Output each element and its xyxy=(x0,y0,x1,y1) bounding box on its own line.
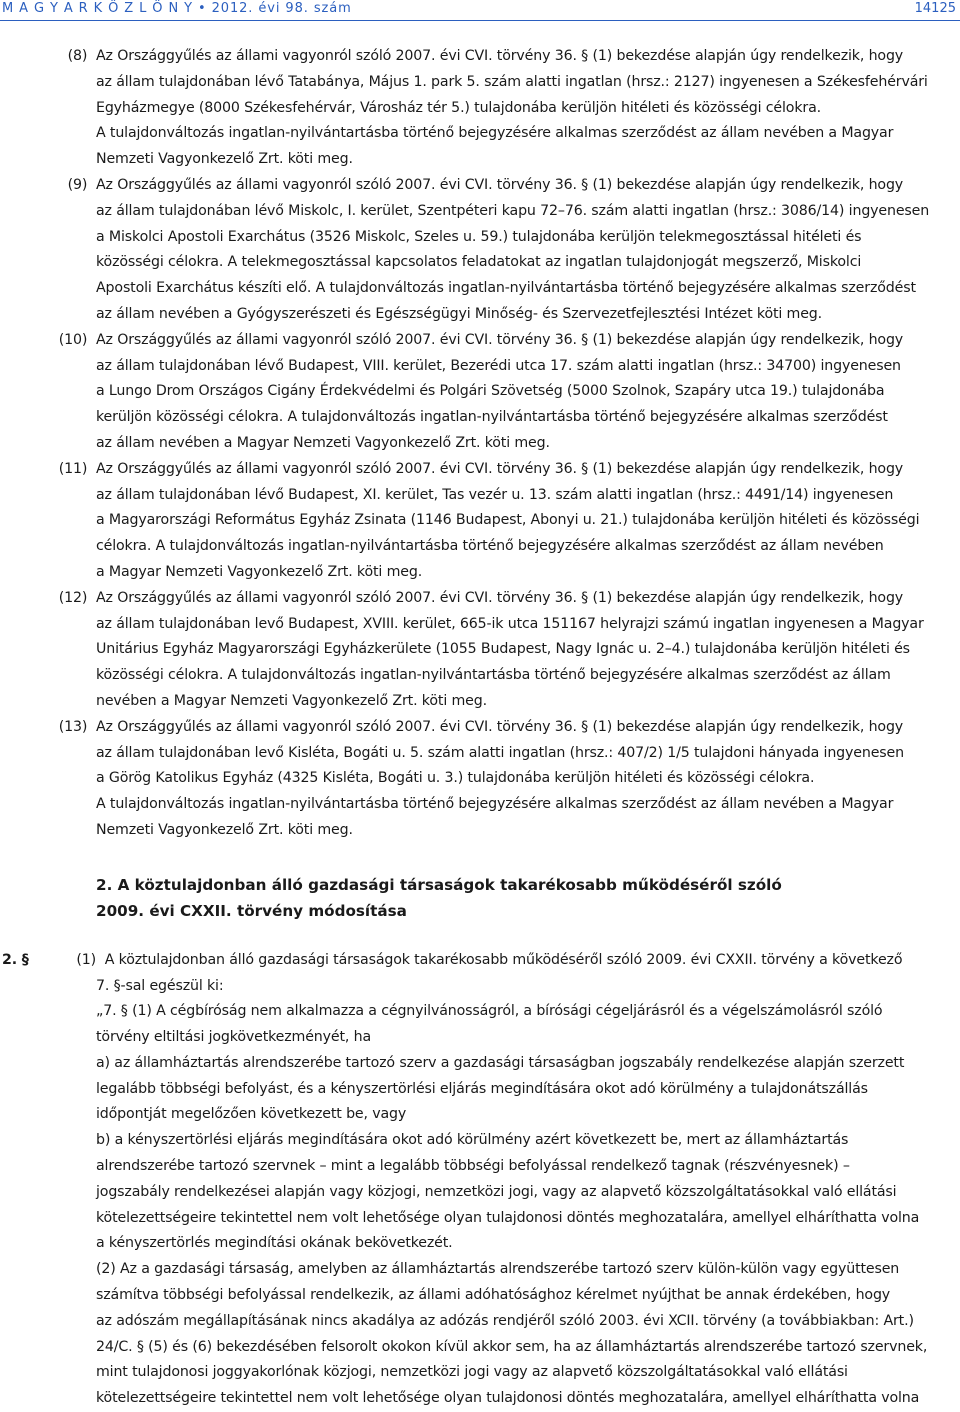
paragraph-line xyxy=(0,173,960,199)
paragraph-text: Az Országgyűlés az állami vagyonról szóló 2007. évi CVI. törvény 36. § (1) bekezdése alapján úgy rendelkezik, hogy xyxy=(96,718,904,735)
paragraph-line: számítva többségi befolyással rendelkezik, az állami adóhatósághoz kérelmet nyújthat be annak érdekében, hogy xyxy=(96,1287,891,1304)
paragraph-number: (10) xyxy=(58,331,88,348)
paragraph-text: Az Országgyűlés az állami vagyonról szóló 2007. évi CVI. törvény 36. § (1) bekezdése alapján úgy rendelkezik, hogy xyxy=(96,331,904,348)
header-rule xyxy=(0,20,960,21)
paragraph-line: az állam tulajdonában lévő Tatabánya, Május 1. park 5. szám alatti ingatlan (hrsz.: 2127) ingyenesen a Székesfehérvári xyxy=(96,73,928,90)
paragraph-line: időpontját megelőzően következett be, vagy xyxy=(96,1106,407,1123)
paragraph-line: 24/C. § (5) és (6) bekezdésében felsorolt okokon kívül akkor sem, ha az államháztartás alrendszerébe tartozó szervnek, xyxy=(96,1338,928,1355)
paragraph-line: a Görög Katolikus Egyház (4325 Kisléta, Bogáti u. 3.) tulajdonába kerüljön hitéleti és közösségi célokra. xyxy=(96,770,815,787)
page-header xyxy=(0,0,960,22)
paragraph-line: Unitárius Egyház Magyarországi Egyházkerülete (1055 Budapest, Nagy Ignác u. 2–4.) tulajdonába kerüljön hitéleti és xyxy=(96,641,910,658)
heading-line: 2. A köztulajdonban álló gazdasági társaságok takarékosabb működéséről szóló xyxy=(96,875,782,894)
paragraph-line: Apostoli Exarchátus készíti elő. A tulajdonváltozás ingatlan-nyilvántartásba történő bejegyzésére alkalmas szerződést xyxy=(96,280,916,297)
paragraph-line: kötelezettségeire tekintettel nem volt lehetősége olyan tulajdonosi döntés meghozatalára, amellyel elháríthatta volna xyxy=(96,1209,920,1226)
document-body xyxy=(0,44,960,1412)
heading-line: 2009. évi CXXII. törvény módosítása xyxy=(96,901,407,920)
paragraph-number: (9) xyxy=(67,176,88,193)
paragraph-line: Nemzeti Vagyonkezelő Zrt. köti meg. xyxy=(96,151,353,168)
paragraph-line: az állam tulajdonában lévő Budapest, VIII. kerület, Bezerédi utca 17. szám alatti ingatlan (hrsz.: 34700) ingyenesen xyxy=(96,357,901,374)
spacer xyxy=(0,844,960,872)
paragraph-11 xyxy=(0,457,960,586)
journal-title xyxy=(2,1,352,16)
paragraph-text: Az Országgyűlés az állami vagyonról szóló 2007. évi CVI. törvény 36. § (1) bekezdése alapján úgy rendelkezik, hogy xyxy=(96,460,904,477)
paragraph-line: b) a kényszertörlési eljárás megindítására okot adó körülmény azért következett be, mert az államháztartás xyxy=(96,1132,849,1149)
paragraph-line: a) az államháztartás alrendszerébe tartozó szerv a gazdasági társaságban jogszabály rendelkezése alapján szerzett xyxy=(96,1054,905,1071)
paragraph-number: (12) xyxy=(58,589,88,606)
paragraph-text: Az Országgyűlés az állami vagyonról szóló 2007. évi CVI. törvény 36. § (1) bekezdése alapján úgy rendelkezik, hogy xyxy=(96,48,904,64)
paragraph-line: alrendszerébe tartozó szervnek – mint a legalább többségi befolyással rendelkező tagnak (részvényesnek) – xyxy=(96,1158,850,1175)
paragraph-line xyxy=(0,44,960,70)
paragraph-number: (13) xyxy=(58,718,88,735)
paragraph-line: legalább többségi befolyást, és a kényszertörlési eljárás megindítására okot adó körülmény a tulajdonátszállás xyxy=(96,1080,868,1097)
paragraph-text: Az Országgyűlés az állami vagyonról szóló 2007. évi CVI. törvény 36. § (1) bekezdése alapján úgy rendelkezik, hogy xyxy=(96,589,904,606)
paragraph-10 xyxy=(0,328,960,457)
paragraph-line: célokra. A tulajdonváltozás ingatlan-nyilvántartásba történő bejegyzésére alkalmas szerződést az állam nevében xyxy=(96,538,884,555)
paragraph-number: (1) xyxy=(76,951,96,968)
journal-name: M A G Y A R K Ö Z L Ö N Y xyxy=(2,1,193,16)
paragraph-text: A köztulajdonban álló gazdasági társaságok takarékosabb működéséről szóló 2009. évi CXXII. törvény a következő xyxy=(104,951,903,968)
paragraph-line: 7. §-sal egészül ki: xyxy=(96,977,224,994)
section-label: 2. § xyxy=(2,951,29,968)
paragraph-text: Az Országgyűlés az állami vagyonról szóló 2007. évi CVI. törvény 36. § (1) bekezdése alapján úgy rendelkezik, hogy xyxy=(96,176,904,193)
paragraph-line: „7. § (1) A cégbíróság nem alkalmazza a cégnyilvánosságról, a bírósági cégeljárásról és a végelszámolásról szóló xyxy=(96,1003,883,1020)
paragraph-line: Egyházmegye (8000 Székesfehérvár, Városház tér 5.) tulajdonába kerüljön hitéleti és közösségi célokra. xyxy=(96,99,821,116)
section-heading xyxy=(0,872,960,924)
paragraph-line: Nemzeti Vagyonkezelő Zrt. köti meg. xyxy=(96,821,353,838)
section-2 xyxy=(0,948,960,1412)
paragraph-8 xyxy=(0,44,960,173)
paragraph-line: az állam nevében a Magyar Nemzeti Vagyonkezelő Zrt. köti meg. xyxy=(96,434,550,451)
paragraph-line: az állam tulajdonában lévő Miskolc, I. kerület, Szentpéteri kapu 72–76. szám alatti ingatlan (hrsz.: 3086/14) ingyenesen xyxy=(96,202,930,219)
paragraph-line: az állam tulajdonában lévő Budapest, XI. kerület, Tas vezér u. 13. szám alatti ingatlan (hrsz.: 4491/14) ingyenesen xyxy=(96,486,894,503)
paragraph-line: az állam tulajdonában levő Budapest, XVIII. kerület, 665-ik utca 151167 helyrajzi számú ingatlan ingyenesen a Magyar xyxy=(96,615,924,632)
paragraph-line xyxy=(0,715,960,741)
paragraph-line: a Magyar Nemzeti Vagyonkezelő Zrt. köti meg. xyxy=(96,563,423,580)
paragraph-line: a Magyarországi Református Egyház Zsinata (1146 Budapest, Abonyi u. 21.) tulajdonába kerüljön hitéleti és közösségi xyxy=(96,512,920,529)
paragraph-line: közösségi célokra. A tulajdonváltozás ingatlan-nyilvántartásba történő bejegyzésére alkalmas szerződést az állam xyxy=(96,667,891,684)
paragraph-line: A tulajdonváltozás ingatlan-nyilvántartásba történő bejegyzésére alkalmas szerződést az állam nevében a Magyar xyxy=(96,125,894,142)
paragraph-line: nevében a Magyar Nemzeti Vagyonkezelő Zrt. köti meg. xyxy=(96,692,487,709)
paragraph-line: (2) Az a gazdasági társaság, amelyben az államháztartás alrendszerébe tartozó szerv külön-külön vagy együttesen xyxy=(96,1261,900,1278)
header-separator: • xyxy=(198,1,207,16)
paragraph-line: kötelezettségeire tekintettel nem volt lehetősége olyan tulajdonosi döntés meghozatalára, amellyel elháríthatta volna xyxy=(96,1390,920,1407)
paragraph-line xyxy=(0,457,960,483)
paragraph-13 xyxy=(0,715,960,844)
paragraph-line: jogszabály rendelkezései alapján vagy közjogi, nemzetközi jogi, vagy az alapvető közszolgáltatásokkal való ellátási xyxy=(96,1183,897,1200)
paragraph-line: az adószám megállapításának nincs akadálya az adózás rendjéről szóló 2003. évi XCII. törvény (a továbbiakban: Art.) xyxy=(96,1312,914,1329)
spacer xyxy=(0,924,960,948)
paragraph-number: (11) xyxy=(58,460,88,477)
paragraph-number: (8) xyxy=(67,48,88,64)
paragraph-line: a kényszertörlés megindítási okának bekövetkezét. xyxy=(96,1235,453,1252)
paragraph-9 xyxy=(0,173,960,328)
paragraph-line: kerüljön közösségi célokra. A tulajdonváltozás ingatlan-nyilvántartásba történő bejegyzésére alkalmas szerződést xyxy=(96,409,888,426)
paragraph-line: törvény eltiltási jogkövetkezményét, ha xyxy=(96,1029,371,1046)
paragraph-line: A tulajdonváltozás ingatlan-nyilvántartásba történő bejegyzésére alkalmas szerződést az állam nevében a Magyar xyxy=(96,796,894,813)
paragraph-line: mint tulajdonosi joggyakorlónak közjogi, nemzetközi jogi vagy az alapvető közszolgáltatásokkal való ellátási xyxy=(96,1364,848,1381)
paragraph-line: a Lungo Drom Országos Cigány Érdekvédelmi és Polgári Szövetség (5000 Szolnok, Szapáry utca 19.) tulajdonába xyxy=(96,383,885,400)
paragraph-line xyxy=(0,328,960,354)
paragraph-line: a Miskolci Apostoli Exarchátus (3526 Miskolc, Szeles u. 59.) tulajdonába kerüljön telekmegosztással hitéleti és xyxy=(96,228,862,245)
paragraph-line: közösségi célokra. A telekmegosztással kapcsolatos feladatokat az ingatlan tulajdonjogát megszerző, Miskolci xyxy=(96,254,862,271)
page-number: 14125 xyxy=(914,1,956,16)
paragraph-line xyxy=(0,948,960,974)
paragraph-12 xyxy=(0,586,960,715)
issue-label: 2012. évi 98. szám xyxy=(211,1,352,16)
paragraph-line: az állam nevében a Gyógyszerészeti és Egészségügyi Minőség- és Szervezetfejlesztési Intézet köti meg. xyxy=(96,305,823,322)
paragraph-line: az állam tulajdonában levő Kisléta, Bogáti u. 5. szám alatti ingatlan (hrsz.: 407/2) 1/5 tulajdoni hányada ingyenesen xyxy=(96,744,904,761)
paragraph-line xyxy=(0,586,960,612)
